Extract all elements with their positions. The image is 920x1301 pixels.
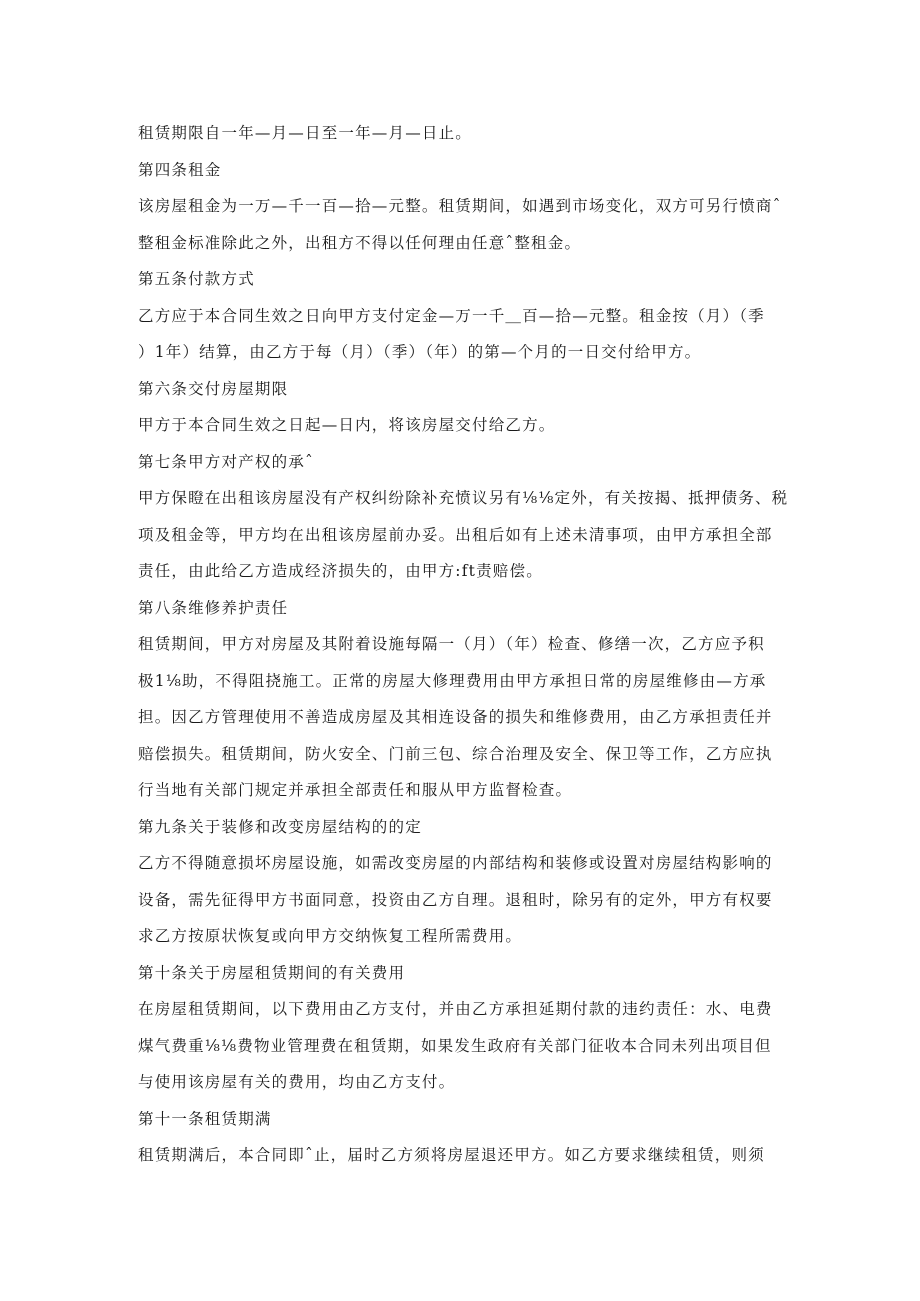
section-heading: 第十一条租赁期满 <box>138 1109 272 1128</box>
text-line: 乙方不得随意损坏房屋设施，如需改变房屋的内部结构和装修或设置对房屋结构影响的 <box>138 854 773 872</box>
text-line: 煤气费重⅛⅛费物业管理费在租赁期，如果发生政府有关部门征收本合同未列出项目但 <box>138 1036 772 1055</box>
text-line: 项及租金等，甲方均在出租该房屋前办妥。出租后如有上述未清事项，由甲方承担全部 <box>138 525 773 544</box>
text-line: 乙方应于本合同生效之日向甲方支付定金—万一千＿百—拾—元整。租金按（月）（季 <box>138 306 765 325</box>
text-line: 赔偿损失。租赁期间，防火安全、门前三包、综合治理及安全、保卫等工作，乙方应执 <box>138 744 773 763</box>
section-heading: 第十条关于房屋租赁期间的有关费用 <box>138 963 406 982</box>
section-heading: 第八条维修养护责任 <box>138 598 289 617</box>
section-heading: 第四条租金 <box>138 160 222 179</box>
text-line: ）1年）结算，由乙方于每（月）（季）（年）的第—个月的一日交付给甲方。 <box>138 343 702 361</box>
text-line: 与使用该房屋有关的费用，均由乙方支付。 <box>138 1073 456 1091</box>
text-line: 租赁期间，甲方对房屋及其附着设施每隔一（月）（年）检查、修缮一次，乙方应予积 <box>138 635 765 653</box>
text-line: 租赁期满后，本合同即ˆ止，届时乙方须将房屋退还甲方。如乙方要求继续租赁，则须 <box>138 1146 765 1164</box>
text-line: 整租金标准除此之外，出租方不得以任何理由任意ˆ整租金。 <box>138 233 582 252</box>
contract-text <box>138 115 788 1174</box>
text-line: 该房屋租金为一万—千一百—拾—元整。租赁期间，如遇到市场变化，双方可另行愤商ˆ <box>138 197 782 215</box>
text-line: 甲方保瞪在出租该房屋没有产权纠纷除补充愤议另有⅛⅛定外，有关按揭、抵押债务、税 <box>138 489 788 507</box>
text-line: 甲方于本合同生效之日起—日内，将该房屋交付给乙方。 <box>138 416 556 434</box>
text-line: 求乙方按原状恢复或向甲方交纳恢复工程所需费用。 <box>138 927 523 945</box>
text-line: 行当地有关部门规定并承担全部责任和服从甲方监督检查。 <box>138 781 573 799</box>
text-line: 设备，需先征得甲方书面同意，投资由乙方自理。退租时，除另有的定外，甲方有权要 <box>138 890 773 909</box>
text-line: 租赁期限自一年—月—日至一年—月—日止。 <box>138 124 473 142</box>
section-heading: 第九条关于装修和改变房屋结构的的定 <box>138 817 422 836</box>
section-heading: 第六条交付房屋期限 <box>138 379 289 398</box>
section-heading: 第五条付款方式 <box>138 270 255 288</box>
text-line: 责任，由此给乙方造成经济损失的，由甲方:ft责赔偿。 <box>138 562 543 580</box>
text-line: 极1⅛助，不得阻挠施工。正常的房屋大修理费用由甲方承担日常的房屋维修由—方承 <box>138 671 767 690</box>
text-line: 担。因乙方管理使用不善造成房屋及其相连设备的损失和维修费用，由乙方承担责任并 <box>138 708 773 726</box>
section-heading: 第七条甲方对产权的承ˆ <box>138 452 314 471</box>
text-line: 在房屋租赁期间，以下费用由乙方支付，并由乙方承担延期付款的违约责任：水、电费 <box>138 1000 773 1018</box>
